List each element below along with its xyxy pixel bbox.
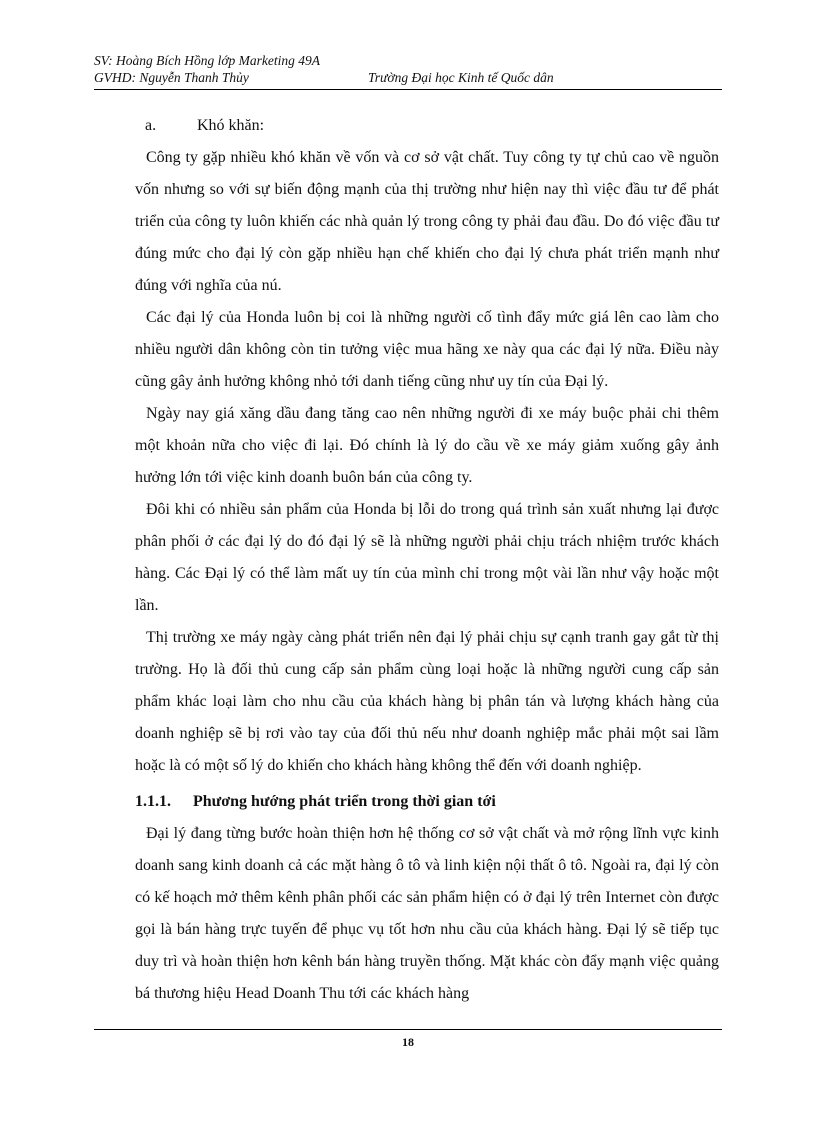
page-header xyxy=(94,52,722,86)
header-student: SV: Hoàng Bích Hồng lớp Marketing 49A xyxy=(94,53,321,68)
document-body xyxy=(135,110,719,1010)
subsection-title: Khó khăn: xyxy=(197,117,265,134)
header-school: Trường Đại học Kinh tế Quốc dân xyxy=(368,70,554,85)
paragraph: Ngày nay giá xăng dầu đang tăng cao nên những người đi xe máy buộc phải chi thêm một khoản nữa cho việc đi lại. Đó chính là lý do cầu về xe máy giảm xuống gây ảnh hưởng lớn tới việc kinh doanh buôn bán của công ty. xyxy=(135,405,719,486)
section-title: Phương hướng phát triển trong thời gian tới xyxy=(193,793,496,810)
paragraph: Công ty gặp nhiều khó khăn về vốn và cơ sở vật chất. Tuy công ty tự chủ cao về nguồn vốn nhưng so với sự biến động mạnh của thị trường như hiện nay thì việc đầu tư để phát triển của công ty luôn khiến các nhà quản lý trong công ty phải đau đầu. Do đó việc đầu tư đúng mức cho đại lý còn gặp nhiều hạn chế khiến cho đại lý chưa phát triển mạnh như đúng với nghĩa của nú. xyxy=(135,149,719,294)
header-advisor: GVHD: Nguyễn Thanh Thủy xyxy=(94,70,249,85)
subsection-heading xyxy=(135,110,719,142)
header-divider xyxy=(94,89,722,90)
footer-divider xyxy=(94,1029,722,1030)
section-paragraph: Đại lý đang từng bước hoàn thiện hơn hệ thống cơ sở vật chất và mở rộng lĩnh vực kinh doanh sang kinh doanh cả các mặt hàng ô tô và linh kiện nội thất ô tô. Ngoài ra, đại lý còn có kế hoạch mở thêm kênh phân phối các sản phẩm hiện có ở đại lý trên Internet còn được gọi là bán hàng trực tuyến để phục vụ tốt hơn nhu cầu của khách hàng. Đại lý sẽ tiếp tục duy trì và hoàn thiện hơn kênh bán hàng truyền thống. Mặt khác còn đẩy mạnh việc quảng bá thương hiệu Head Doanh Thu tới các khách hàng xyxy=(135,825,719,1002)
header-line-2 xyxy=(94,69,722,86)
subsection-letter: a. xyxy=(145,117,157,134)
paragraph: Thị trường xe máy ngày càng phát triển nên đại lý phải chịu sự cạnh tranh gay gắt từ thị trường. Họ là đối thủ cung cấp sản phẩm cùng loại hoặc là những người cung cấp sản phẩm khác loại làm cho nhu cầu của khách hàng bị phân tán và lượng khách hàng của doanh nghiệp sẽ bị rơi vào tay của đối thủ nếu như doanh nghiệp mắc phải một sai lầm hoặc là có một số lý do khiến cho khách hàng không thể đến với doanh nghiệp. xyxy=(135,629,719,774)
page-number: 18 xyxy=(402,1035,414,1049)
section-number: 1.1.1. xyxy=(135,793,171,810)
paragraph: Đôi khi có nhiều sản phẩm của Honda bị lỗi do trong quá trình sản xuất nhưng lại được phân phối ở các đại lý do đó đại lý sẽ là những người phải chịu trách nhiệm trước khách hàng. Các Đại lý có thể làm mất uy tín của mình chỉ trong một vài lần như vậy hoặc một lần. xyxy=(135,501,719,614)
paragraph: Các đại lý của Honda luôn bị coi là những người cố tình đẩy mức giá lên cao làm cho nhiều người dân không còn tin tưởng việc mua hãng xe này qua các đại lý nữa. Điều này cũng gây ảnh hưởng không nhỏ tới danh tiếng cũng như uy tín của Đại lý. xyxy=(135,309,719,390)
section-heading xyxy=(135,786,719,818)
